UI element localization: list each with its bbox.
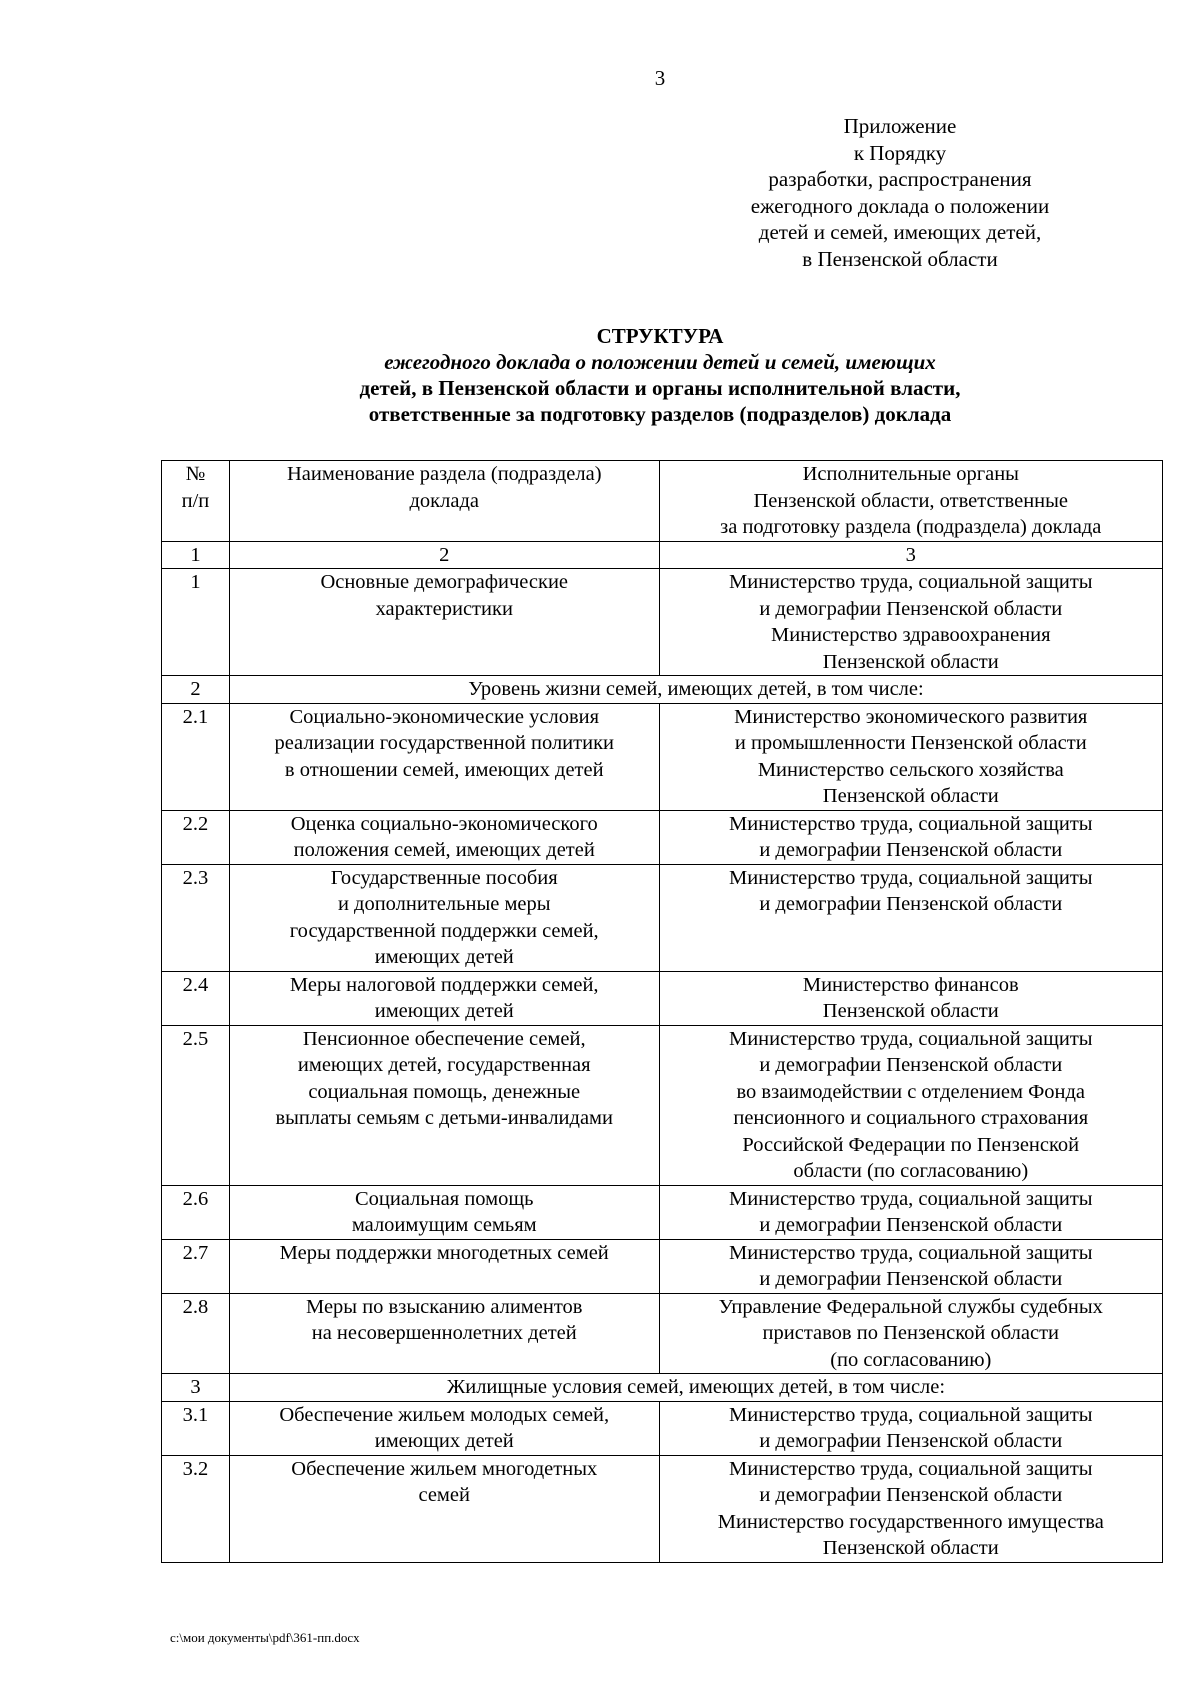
table-row	[162, 1401, 1163, 1455]
section-name: Пенсионное обеспечение семей, имеющих детей, государственная социальная помощь, денежные выплаты семьям с детьми-инвалидами	[229, 1025, 659, 1185]
title-line: ежегодного доклада о положении детей и семей, имеющих	[384, 350, 936, 374]
appendix-line: ежегодного доклада о положении	[750, 193, 1050, 218]
header-cell-name: Наименование раздела (подраздела) доклада	[229, 461, 659, 542]
section-name: Меры поддержки многодетных семей	[229, 1239, 659, 1293]
row-number: 2.5	[162, 1025, 230, 1185]
responsible-organ: Министерство труда, социальной защиты и демографии Пензенской области Министерство государственного имущества Пензенской области	[659, 1455, 1162, 1562]
row-number: 3.2	[162, 1455, 230, 1562]
section-name: Социальная помощь малоимущим семьям	[229, 1185, 659, 1239]
section-row	[162, 676, 1163, 704]
responsible-organ: Министерство труда, социальной защиты и демографии Пензенской области во взаимодействии с отделением Фонда пенсионного и социального страхования Российской Федерации по Пензенской области (по согласованию)	[659, 1025, 1162, 1185]
responsible-organ: Министерство труда, социальной защиты и демографии Пензенской области	[659, 1185, 1162, 1239]
table-row	[162, 1025, 1163, 1185]
table-row	[162, 569, 1163, 676]
column-number: 1	[162, 541, 230, 569]
appendix-line: Приложение	[843, 114, 957, 138]
responsible-organ: Министерство труда, социальной защиты и демографии Пензенской области Министерство здравоохранения Пензенской области	[659, 569, 1162, 676]
section-name: Меры по взысканию алиментов на несовершеннолетних детей	[229, 1293, 659, 1374]
table-row	[162, 1185, 1163, 1239]
section-name: Оценка социально-экономического положения семей, имеющих детей	[229, 810, 659, 864]
file-path-footer: c:\мои документы\pdf\361-пп.docx	[170, 1630, 360, 1645]
table-header-row	[162, 461, 1163, 542]
table-row	[162, 1293, 1163, 1374]
row-number: 2	[162, 676, 230, 704]
title-main: СТРУКТУРА	[596, 324, 724, 348]
table-row	[162, 810, 1163, 864]
responsible-organ: Министерство труда, социальной защиты и демографии Пензенской области	[659, 810, 1162, 864]
header-cell-number: № п/п	[162, 461, 230, 542]
row-number: 3.1	[162, 1401, 230, 1455]
column-number: 2	[229, 541, 659, 569]
title-line: ответственные за подготовку разделов (подразделов) доклада	[368, 402, 952, 426]
appendix-line: к Порядку	[853, 140, 947, 165]
responsible-organ: Управление Федеральной службы судебных приставов по Пензенской области (по согласованию)	[659, 1293, 1162, 1374]
appendix-note	[680, 113, 1120, 272]
section-title: Уровень жизни семей, имеющих детей, в том числе:	[229, 676, 1162, 704]
structure-table	[161, 460, 1163, 1563]
column-number: 3	[659, 541, 1162, 569]
row-number: 2.7	[162, 1239, 230, 1293]
section-name: Обеспечение жильем многодетных семей	[229, 1455, 659, 1562]
responsible-organ: Министерство труда, социальной защиты и демографии Пензенской области	[659, 1239, 1162, 1293]
section-name: Меры налоговой поддержки семей, имеющих детей	[229, 971, 659, 1025]
row-number: 2.4	[162, 971, 230, 1025]
row-number: 1	[162, 569, 230, 676]
appendix-line: в Пензенской области	[802, 246, 998, 271]
appendix-line: детей и семей, имеющих детей,	[758, 220, 1042, 244]
title-line: детей, в Пензенской области и органы исполнительной власти,	[359, 376, 961, 400]
document-title	[160, 323, 1160, 427]
page-number: 3	[654, 66, 666, 90]
table-row	[162, 1455, 1163, 1562]
responsible-organ: Министерство труда, социальной защиты и демографии Пензенской области	[659, 864, 1162, 971]
section-name: Основные демографические характеристики	[229, 569, 659, 676]
table-row	[162, 864, 1163, 971]
table-row	[162, 1239, 1163, 1293]
row-number: 2.6	[162, 1185, 230, 1239]
section-name: Социально-экономические условия реализации государственной политики в отношении семей, имеющих детей	[229, 703, 659, 810]
section-name: Обеспечение жильем молодых семей, имеющих детей	[229, 1401, 659, 1455]
section-title: Жилищные условия семей, имеющих детей, в том числе:	[229, 1374, 1162, 1402]
table-row	[162, 971, 1163, 1025]
responsible-organ: Министерство труда, социальной защиты и демографии Пензенской области	[659, 1401, 1162, 1455]
responsible-organ: Министерство финансов Пензенской области	[659, 971, 1162, 1025]
row-number: 2.8	[162, 1293, 230, 1374]
appendix-line: разработки, распространения	[768, 167, 1032, 191]
row-number: 2.1	[162, 703, 230, 810]
row-number: 3	[162, 1374, 230, 1402]
section-name: Государственные пособия и дополнительные меры государственной поддержки семей, имеющих детей	[229, 864, 659, 971]
section-row	[162, 1374, 1163, 1402]
table-row	[162, 703, 1163, 810]
header-cell-org: Исполнительные органы Пензенской области, ответственные за подготовку раздела (подраздела) доклада	[659, 461, 1162, 542]
responsible-organ: Министерство экономического развития и промышленности Пензенской области Министерство сельского хозяйства Пензенской области	[659, 703, 1162, 810]
column-number-row	[162, 541, 1163, 569]
row-number: 2.2	[162, 810, 230, 864]
row-number: 2.3	[162, 864, 230, 971]
